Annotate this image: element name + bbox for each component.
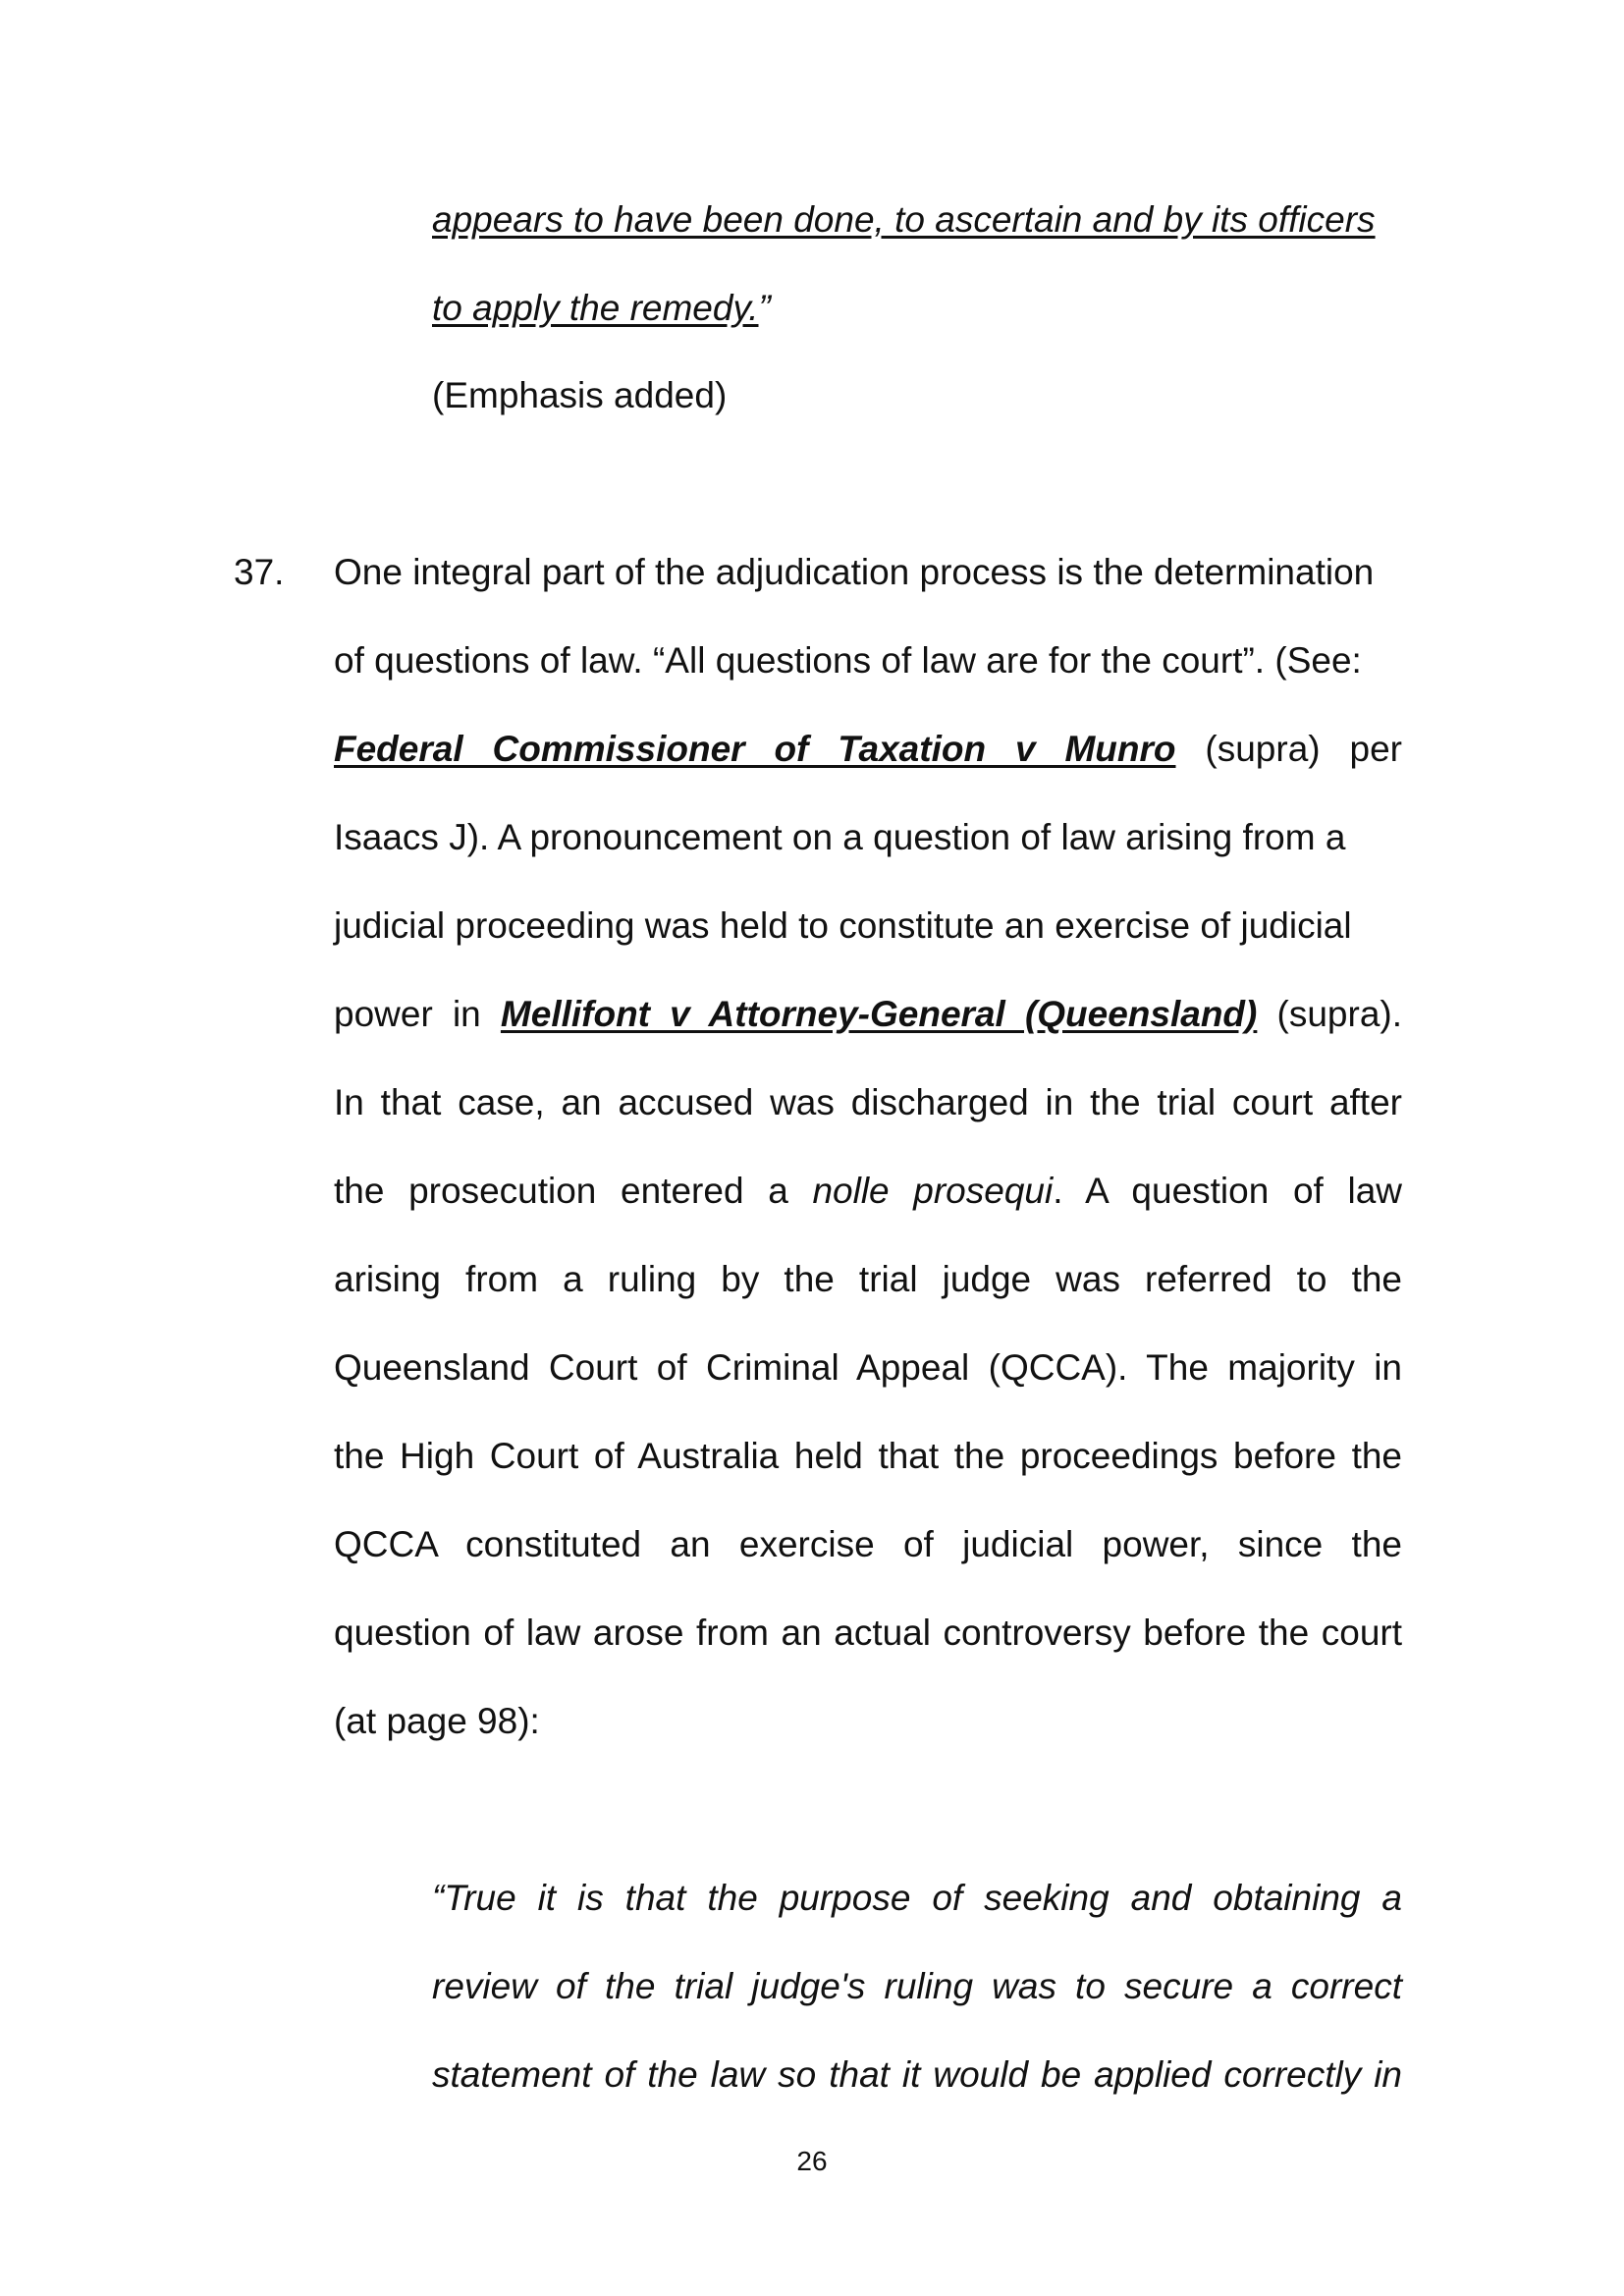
paragraph-line: Queensland Court of Criminal Appeal (QCCA). The majority in (334, 1347, 1402, 1388)
quote-continuation-line-2 (432, 287, 1402, 330)
block-quote-line: statement of the law so that it would be applied correctly in (432, 2054, 1402, 2095)
paragraph-line: QCCA constituted an exercise of judicial power, since the (334, 1524, 1402, 1564)
quote-underlined-text: appears to have been done, to ascertain and by its officers (432, 199, 1376, 240)
paragraph-line: judicial proceeding was held to constitute an exercise of judicial (334, 905, 1352, 946)
paragraph-line: question of law arose from an actual controversy before the court (334, 1613, 1402, 1653)
paragraph-line (334, 993, 1402, 1036)
paragraph-line: Isaacs J). A pronouncement on a question of law arising from a (334, 817, 1346, 857)
block-quote-line: “True it is that the purpose of seeking and obtaining a (432, 1878, 1402, 1918)
page-number: 26 (796, 2146, 828, 2176)
closing-quote-mark: ” (758, 288, 771, 328)
block-quote-line: review of the trial judge's ruling was to secure a correct (432, 1966, 1402, 2006)
quote-continuation-line-1 (432, 198, 1402, 242)
case-citation: Federal Commissioner of Taxation v Munro (334, 729, 1176, 769)
paragraph-line: One integral part of the adjudication process is the determination (334, 552, 1375, 592)
paragraph-text: power in (334, 994, 481, 1034)
paragraph-text: . A question of law (1053, 1171, 1402, 1211)
paragraph-text: the prosecution entered a (334, 1171, 788, 1211)
paragraph-number: 37. (234, 552, 285, 592)
emphasis-note: (Emphasis added) (432, 375, 728, 415)
latin-term: nolle prosequi (812, 1171, 1054, 1211)
paragraph-line: In that case, an accused was discharged in the trial court after (334, 1082, 1402, 1122)
paragraph-line: (at page 98): (334, 1701, 540, 1741)
paragraph-text: (supra) per (1205, 729, 1402, 769)
paragraph-line: arising from a ruling by the trial judge was referred to the (334, 1259, 1402, 1299)
paragraph-line (334, 728, 1402, 771)
quote-underlined-text: to apply the remedy. (432, 288, 759, 328)
paragraph-line: of questions of law. “All questions of law are for the court”. (See: (334, 640, 1362, 681)
paragraph-line (334, 1170, 1402, 1213)
paragraph-line: the High Court of Australia held that the proceedings before the (334, 1436, 1402, 1476)
case-citation: Mellifont v Attorney-General (Queensland) (500, 994, 1258, 1034)
paragraph-text: (supra). (1276, 994, 1403, 1034)
